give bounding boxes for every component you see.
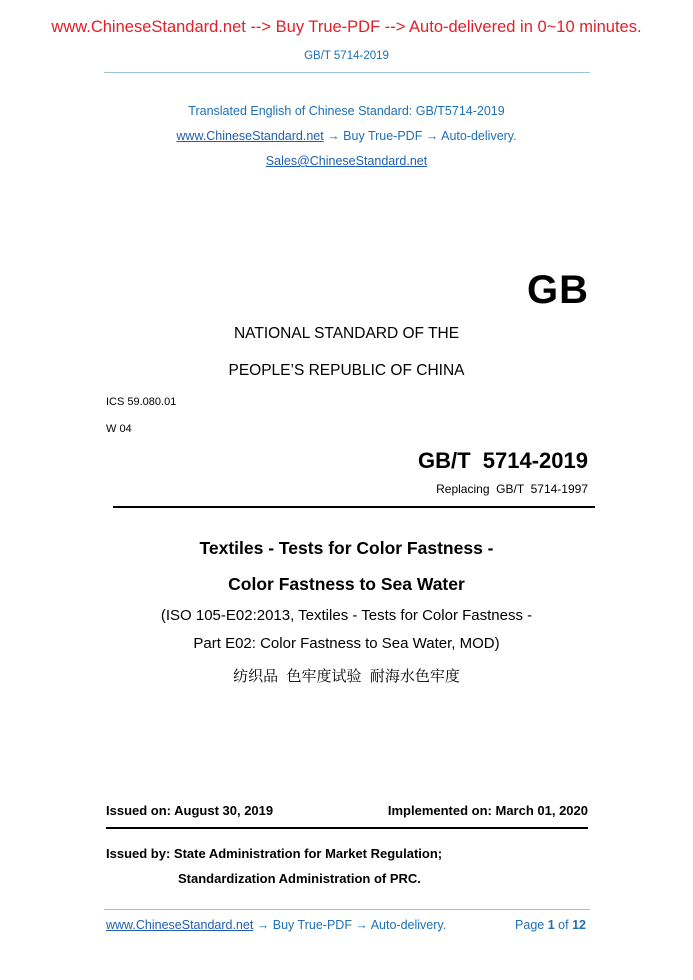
top-banner[interactable]: www.ChineseStandard.net --> Buy True-PDF --> Auto-delivered in 0~10 minutes. [51,18,642,36]
page-indicator [515,918,586,932]
national-title-line1: NATIONAL STANDARD OF THE [233,325,460,342]
footer-chinese-standard-link[interactable]: www.ChineseStandard.net [106,918,254,932]
issuer-line2: Standardization Administration of PRC. [178,871,421,886]
dates-divider [106,827,588,829]
title-line2: Color Fastness to Sea Water [228,574,465,594]
running-header: GB/T 5714-2019 [304,50,389,62]
footer-divider [104,909,590,910]
footer-site-line [106,918,446,932]
sales-email-link[interactable]: Sales@ChineseStandard.net [265,154,428,168]
gb-logo: GB [527,268,589,312]
chinese-title: 纺织品 色牢度试验 耐海水色牢度 [233,668,460,685]
chinese-standard-link[interactable]: www.ChineseStandard.net [176,129,324,143]
site-suffix: → Buy True-PDF → Auto-delivery. [327,129,517,143]
replacing-note: Replacing GB/T 5714-1997 [436,482,588,496]
standard-number: GB/T 5714-2019 [418,448,588,473]
iso-reference-line2: Part E02: Color Fastness to Sea Water, MOD) [193,635,500,652]
translation-site-line [0,129,693,143]
page-label: Page [515,918,545,932]
page-total: 12 [572,918,586,932]
iso-reference-line1: (ISO 105-E02:2013, Textiles - Tests for Color Fastness - [160,607,533,624]
issuer-line1: Issued by: State Administration for Market Regulation; [106,846,443,861]
page-current: 1 [547,918,555,932]
ics-code: ICS 59.080.01 [106,396,177,408]
issued-date: Issued on: August 30, 2019 [106,803,274,818]
national-title-line2: PEOPLE’S REPUBLIC OF CHINA [228,362,465,379]
implemented-date: Implemented on: March 01, 2020 [387,803,588,818]
title-divider [113,506,595,508]
email-line [0,154,693,168]
translation-note: Translated English of Chinese Standard: GB/T5714-2019 [188,104,505,118]
page-of: of [558,918,569,932]
category-code: W 04 [106,423,132,435]
title-line1: Textiles - Tests for Color Fastness - [199,538,494,558]
footer-site-suffix: → Buy True-PDF → Auto-delivery. [256,918,447,932]
header-divider [104,72,590,73]
